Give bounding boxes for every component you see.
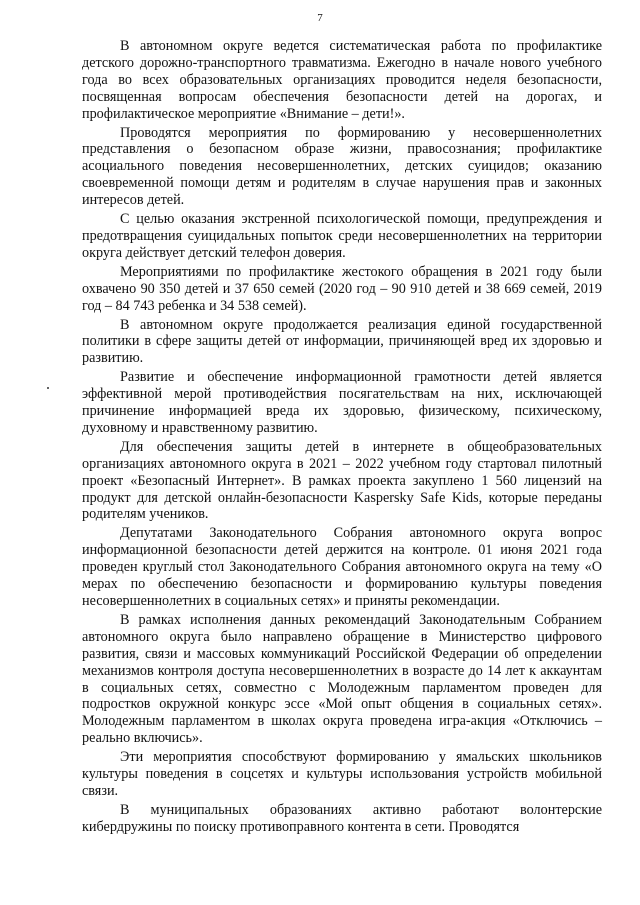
paragraph: Мероприятиями по профилактике жестокого обращения в 2021 году были охвачено 90 350 детей и 37 650 семей (2020 год – 90 910 детей и 38 669 семей, 2019 год – 84 743 ребенка и 34 538 семей). (82, 263, 602, 314)
paragraph: Эти мероприятия способствуют формированию у ямальских школьников культуры поведения в соцсетях и культуры использования устройств мобильной связи. (82, 749, 602, 799)
paragraph: В муниципальных образованиях активно работают волонтерские кибердружины по поиску противоправного контента в сети. Проводятся (82, 801, 602, 835)
paragraph: В рамках исполнения данных рекомендаций Законодательным Собранием автономного округа было направлено обращение в Министерство цифрового развития, связи и массовых коммуникаций Российской Федерации об определении механизмов контроля доступа несовершеннолетних в возрасте до 14 лет к аккаунтам в социальных сетях, совместно с Молодежным парламентом проведен для подростков окружной конкурс эссе «Мой опыт общения в социальных сетях». Молодежным парламентом в школах округа проведена игра-акция «Отключись – реально включись». (82, 611, 602, 747)
document-body (82, 38, 602, 838)
page-number: 7 (317, 12, 323, 24)
paragraph: В автономном округе ведется систематическая работа по профилактике детского дорожно-транспортного травматизма. Ежегодно в начале нового учебного года во всех образовательных организациях проводится неделя безопасности, посвященная вопросам обеспечения безопасности детей на дорогах, и профилактическое мероприятие «Внимание – дети!». (82, 38, 602, 122)
paragraph: Развитие и обеспечение информационной грамотности детей является эффективной мерой противодействия посягательствам на них, исключающей причинение информацией вреда их здоровью, физическому, психическому, духовному и нравственному развитию. (82, 369, 602, 436)
paragraph: Депутатами Законодательного Собрания автономного округа вопрос информационной безопасности детей держится на контроле. 01 июня 2021 года проведен круглый стол Законодательного Собрания автономного округа на тему «О мерах по обеспечению безопасности и формированию культуры поведения несовершеннолетних в социальных сетях» и приняты рекомендации. (82, 525, 602, 609)
margin-mark (47, 387, 49, 389)
paragraph: В автономном округе продолжается реализация единой государственной политики в сфере защиты детей от информации, причиняющей вред их здоровью и развитию. (82, 316, 602, 367)
paragraph: С целью оказания экстренной психологической помощи, предупреждения и предотвращения суицидальных попыток среди несовершеннолетних на территории округа действует детский телефон доверия. (82, 211, 602, 261)
paragraph: Проводятся мероприятия по формированию у несовершеннолетних представления о безопасном образе жизни, правосознания; профилактике асоциального поведения несовершеннолетних, детских суицидов; оказанию своевременной помощи детям и родителям в случае нарушения прав и законных интересов детей. (82, 124, 602, 209)
paragraph: Для обеспечения защиты детей в интернете в общеобразовательных организациях автономного округа в 2021 – 2022 учебном году стартовал пилотный проект «Безопасный Интернет». В рамках проекта закуплено 1 560 лицензий на продукт для детской онлайн-безопасности Kaspersky Safe Kids, которые переданы родителям учеников. (82, 438, 602, 523)
